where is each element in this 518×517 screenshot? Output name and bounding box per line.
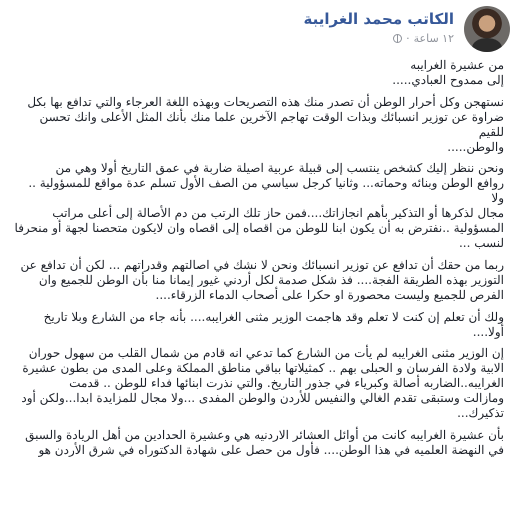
text-line: الغرايبه..الضاربه أصالة وكبرياء في جذور التاريخ. والتي نذرت ابنائها فداء للوطن .. قدمت	[69, 376, 504, 391]
text-line: والوطن.....	[447, 139, 504, 154]
paragraph-4	[14, 258, 504, 303]
text-line: مجال لذكرها أو التذكير بأهم انجازاتك....فمن حاز تلك الرتب من دم الأصالة إلى أعلى مراتب	[52, 206, 504, 221]
text-line: لنسب ...	[458, 235, 504, 250]
post-body	[14, 58, 504, 465]
author-name-link[interactable]: الكاتب محمد الغرايبة	[303, 10, 454, 28]
text-line: أولا....	[472, 324, 504, 339]
text-line: من عشيرة الغرايبه	[410, 58, 504, 72]
text-line: ربما من حقك أن تدافع عن توزير انسبائك ونحن لا نشك في اصالتهم وقدراتهم ... لكن أن تدافع عن	[20, 257, 504, 272]
globe-icon[interactable]	[393, 34, 402, 43]
text-line: إلى ممدوح العبادي.....	[392, 72, 504, 87]
text-line: المسؤولية ..نفترض به أن يكون ابنا للوطن من اقصاه إلى اقصاه وان لايكون متحصنا لجهة أو منحرفا	[14, 221, 504, 236]
text-line: التوزير بهذه الطريقة الفجة.... فذ شكل صدمة لكل أردني غيور إيمانا منا بأن الوطن للجميع وان	[38, 272, 504, 287]
paragraph-3	[14, 161, 504, 250]
post-meta	[393, 32, 454, 45]
text-line: ولك أن تعلم إن كنت لا تعلم وقد هاجمت الوزير مثنى الغرايبه.... بأنه جاء من الشارع وبلا تاريخ	[43, 309, 504, 324]
paragraph-5	[14, 310, 504, 340]
text-line: الابية ولادة الفرسان و الحبلى بهم .. كمثيلاتها بباقي مناطق المملكة وعلى المدى من بطون عشيرة	[22, 361, 504, 376]
post-header	[8, 4, 510, 52]
text-line: نستهجن وكل أحرار الوطن أن تصدر منك هذه التصريحات وبهذه اللغة العرجاء والتي تدافع بها بكل	[27, 94, 504, 109]
text-line: ضراوة عن توزير انسبائك وبذات الوقت تهاجم الآخرين علما منك بأنك المثل الأعلى وانك تحسن للقيم	[39, 109, 504, 139]
text-line: في النهضة العلميه في هذا الوطن.... فأول من حصل على شهادة الدكتوراه في شرق الأردن هو	[38, 442, 504, 457]
text-line: بأن عشيرة الغرايبه كانت من أوائل العشائر الاردنيه هي وعشيرة الحدادين من أهل الريادة والسبق	[25, 427, 504, 442]
text-line: تذكيرك...	[457, 406, 504, 421]
text-line: ومازالت وستبقى تقدم الغالي والنفيس للأردن والوطن المفدى ...ولا مجال للمزايدة ابدا...ولكن أود	[21, 391, 504, 406]
text-line: ونحن ننظر إليك كشخص ينتسب إلى قبيلة عربية اصيلة ضاربة في عمق التاريخ أولا وهي من	[55, 161, 504, 176]
text-line: الفرص للجميع وليست محصورة او حكرا على أصحاب الدماء الزرقاء....	[155, 287, 504, 302]
paragraph-2	[14, 95, 504, 155]
paragraph-1	[14, 58, 504, 88]
text-line: إن الوزير مثنى الغرايبه لم يأت من الشارع كما تدعي انه قادم من شمال القلب من سهول حوران	[28, 346, 504, 361]
author-avatar[interactable]	[464, 6, 510, 52]
paragraph-7	[14, 428, 504, 458]
timestamp-link[interactable]: ١٢ ساعة	[413, 32, 454, 45]
meta-separator: ·	[406, 32, 410, 45]
paragraph-6	[14, 346, 504, 421]
text-line: روافع الوطن وبنائه وحماته... وثانيا كرجل سياسي من الصف الأول تسلم عدة مواقع للمسؤولية .. ولا	[28, 176, 504, 206]
